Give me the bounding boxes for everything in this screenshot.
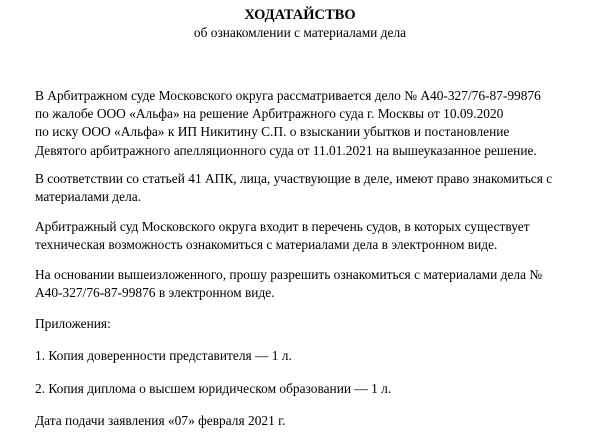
paragraph-line: Девятого арбитражного апелляционного суда от 11.01.2021 на вышеуказанное решение. xyxy=(35,142,537,158)
paragraph-line: по иску ООО «Альфа» к ИП Никитину С.П. о взыскании убытков и постановление xyxy=(35,124,510,140)
paragraph-line: На основании вышеизложенного, прошу разрешить ознакомиться с материалами дела № xyxy=(35,267,543,282)
paragraph-electronic-access xyxy=(35,218,595,254)
paragraph-line: по жалобе ООО «Альфа» на решение Арбитражного суда г. Москвы от 10.09.2020 xyxy=(35,106,504,122)
attachments-heading: Приложения: xyxy=(35,316,111,331)
paragraph-request xyxy=(35,266,595,302)
attachment-item-1: 1. Копия доверенности представителя — 1 л. xyxy=(35,348,292,363)
paragraph-line: Арбитражный суд Московского округа входит в перечень судов, в которых существует xyxy=(35,219,530,234)
paragraph-legal-basis xyxy=(35,170,595,206)
paragraph-case-description xyxy=(35,87,595,160)
paragraph-line: техническая возможность ознакомиться с материалами дела в электронном виде. xyxy=(35,237,498,253)
document-subtitle: об ознакомлении с материалами дела xyxy=(193,25,407,40)
submission-date: Дата подачи заявления «07» февраля 2021 г. xyxy=(35,413,286,428)
document-title: ХОДАТАЙСТВО xyxy=(244,7,356,23)
paragraph-line: В соответствии со статьей 41 АПК, лица, участвующие в деле, имеют право знакомиться с xyxy=(35,171,553,186)
paragraph-line: В Арбитражном суде Московского округа рассматривается дело № А40-327/76-87-99876 xyxy=(35,88,541,103)
paragraph-line: материалами дела. xyxy=(35,189,142,205)
attachment-item-2: 2. Копия диплома о высшем юридическом образовании — 1 л. xyxy=(35,381,392,396)
paragraph-line: А40-327/76-87-99876 в электронном виде. xyxy=(35,285,275,301)
